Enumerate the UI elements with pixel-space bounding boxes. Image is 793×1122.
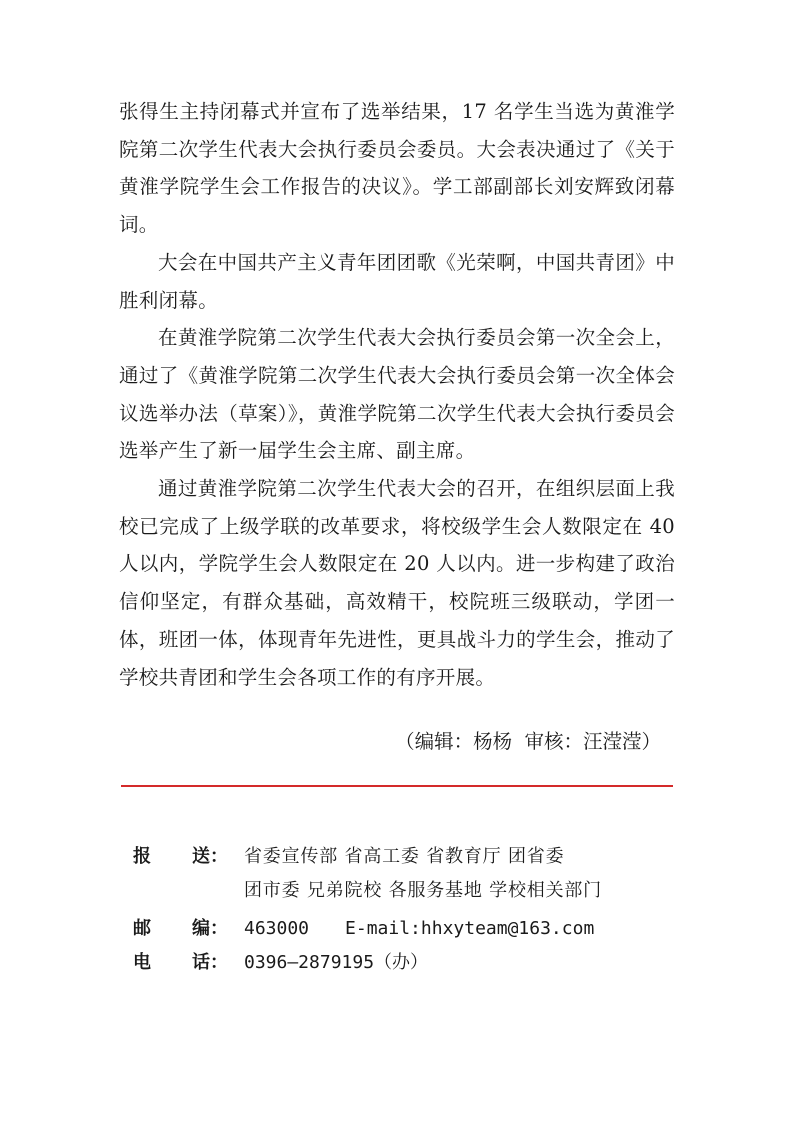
email-address: E-mail:hhxyteam@163.com — [345, 918, 595, 939]
phone-label: 电 话： — [133, 952, 228, 973]
red-divider — [121, 785, 673, 787]
postcode-value: 463000 — [244, 918, 310, 939]
postcode-row — [133, 912, 693, 946]
report-recipients-line2: 团市委 兄弟院校 各服务基地 学校相关部门 — [244, 880, 602, 901]
report-row — [133, 840, 693, 874]
paragraph-closing-anthem: 大会在中国共产主义青年团团歌《光荣啊，中国共青团》中胜利闭幕。 — [119, 250, 675, 312]
report-recipients-line1: 省委宣传部 省高工委 省教育厅 团省委 — [244, 846, 565, 867]
phone-row — [133, 946, 693, 980]
distribution-footer — [133, 840, 693, 980]
postcode-email-values — [244, 912, 594, 946]
paragraph-first-plenary: 在黄淮学院第二次学生代表大会执行委员会第一次全会上，通过了《黄淮学院第二次学生代表大会执行委员会第一次全体会议选举办法（草案）》，黄淮学院第二次学生代表大会执行委员会选举产生了新一届学生会主席、副主席。 — [119, 326, 675, 463]
report-row-continued — [133, 874, 693, 908]
paragraph-closing-results: 张得生主持闭幕式并宣布了选举结果，17 名学生当选为黄淮学院第二次学生代表大会执行委员会委员。大会表决通过了《关于黄淮学院学生会工作报告的决议》。学工部副部长刘安辉致闭幕词。 — [119, 100, 675, 237]
phone-value: 0396—2879195（办） — [244, 952, 429, 973]
report-label: 报 送： — [133, 846, 228, 867]
paragraph-significance: 通过黄淮学院第二次学生代表大会的召开，在组织层面上我校已完成了上级学联的改革要求，将校级学生会人数限定在 40 人以内，学院学生会人数限定在 20 人以内。进一步构建了政治信仰坚定，有群众基础，高效精干，校院班三级联动，学团一体，班团一体，体现青年先进性，更具战斗力的学生会，推动了学校共青团和学生会各项工作的有序开展。 — [119, 477, 675, 689]
article-body — [119, 93, 675, 696]
postcode-label: 邮 编： — [133, 918, 228, 939]
editor-credit: （编辑：杨杨 审核：汪滢滢） — [395, 730, 661, 753]
